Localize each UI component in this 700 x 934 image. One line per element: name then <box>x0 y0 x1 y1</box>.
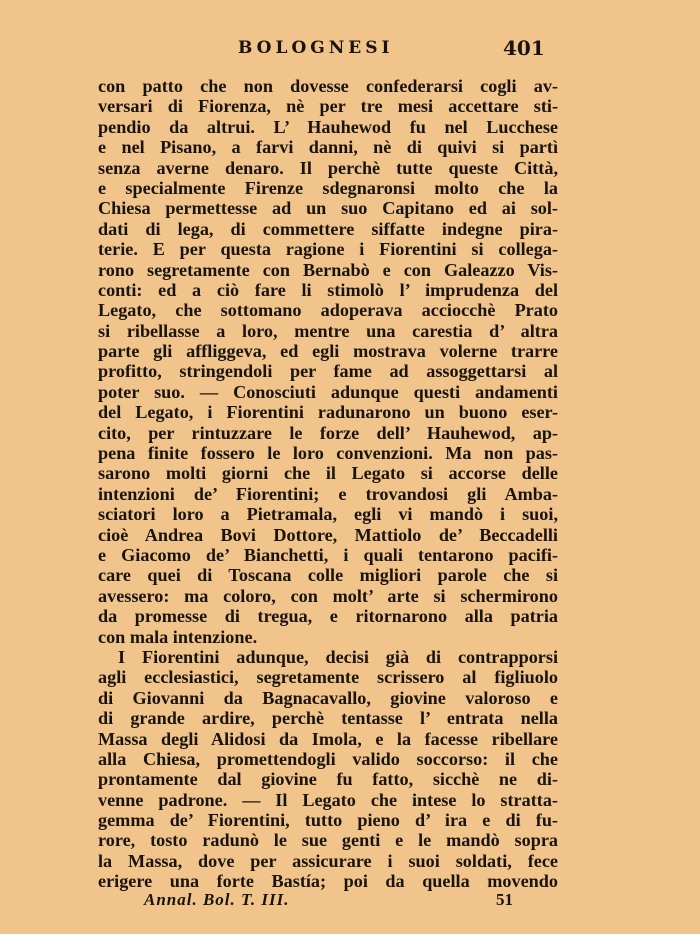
text-line: venne padrone. — Il Legato che intese lo stratta- <box>98 789 558 810</box>
text-line: e specialmente Firenze sdegnaronsi molto che la <box>98 177 558 198</box>
text-line: Massa degli Alidosi da Imola, e la facesse ribellare <box>98 728 558 749</box>
text-line: cito, per rintuzzare le forze dell’ Hauhewod, ap- <box>98 422 558 443</box>
text-line: I Fiorentini adunque, decisi già di contrapporsi <box>118 646 558 667</box>
text-line: e nel Pisano, a farvi danni, nè di quivi si partì <box>98 137 558 158</box>
text-line: prontamente dal giovine fu fatto, sicchè ne di- <box>98 769 558 790</box>
text-line: gemma de’ Fiorentini, tutto pieno d’ ira e di fu- <box>98 810 558 831</box>
text-line: terie. E per questa ragione i Fiorentini si collega- <box>98 239 558 260</box>
text-line: di Giovanni da Bagnacavallo, giovine valoroso e <box>98 687 558 708</box>
page-number: 401 <box>503 36 545 60</box>
text-line: sarono molti giorni che il Legato si accorse delle <box>98 463 558 484</box>
text-line: avessero: ma coloro, con molt’ arte si schermirono <box>98 585 558 606</box>
text-line: rono segretamente con Bernabò e con Galeazzo Vis- <box>98 259 558 280</box>
text-line: dati di lega, di commettere siffatte indegne pira- <box>98 218 558 239</box>
text-line: parte gli affliggeva, ed egli mostrava volerne trarre <box>98 341 558 362</box>
text-line: con mala intenzione. <box>98 626 258 647</box>
text-line: pendio da altrui. L’ Hauhewod fu nel Lucchese <box>98 116 558 137</box>
text-line: con patto che non dovesse confederarsi cogli av- <box>98 76 558 96</box>
text-line: del Legato, i Fiorentini radunarono un buono eser- <box>98 402 558 423</box>
paragraph <box>98 76 558 647</box>
text-line: versari di Fiorenza, nè per tre mesi accettare sti- <box>98 96 558 117</box>
text-line: cioè Andrea Bovi Dottore, Mattiolo de’ Beccadelli <box>98 524 558 545</box>
text-line: di grande ardire, perchè tentasse l’ entrata nella <box>98 708 558 729</box>
gathering-number: 51 <box>496 890 513 909</box>
text-line: senza averne denaro. Il perchè tutte queste Città, <box>98 157 558 178</box>
text-line: si ribellasse a loro, mentre una carestia d’ altra <box>98 320 558 341</box>
text-line: profitto, stringendoli per fame ad assoggettarsi al <box>98 361 558 382</box>
text-line: alla Chiesa, promettendogli valido soccorso: il che <box>98 748 558 769</box>
text-line: intenzioni de’ Fiorentini; e trovandosi gli Amba- <box>98 483 558 504</box>
text-line: sciatori loro a Pietramala, egli vi mandò i suoi, <box>98 504 558 525</box>
paragraph <box>98 647 558 892</box>
signature-mark: Annal. Bol. T. III. <box>144 890 290 909</box>
running-title: BOLOGNESI <box>238 38 394 58</box>
text-line: Chiesa permettesse ad un suo Capitano ed ai sol- <box>98 198 558 219</box>
text-line: care quei di Toscana colle migliori parole che si <box>98 565 558 586</box>
page-footer <box>98 890 558 914</box>
text-line: pena finite fossero le loro convenzioni. Ma non pas- <box>98 443 558 464</box>
text-line: da promesse di tregua, e ritornarono alla patria <box>98 606 558 627</box>
text-line: rore, tosto radunò le sue genti e le mandò sopra <box>98 830 558 851</box>
text-line: erigere una forte Bastía; poi da quella movendo <box>98 871 558 892</box>
page-header <box>98 38 558 64</box>
text-line: e Giacomo de’ Bianchetti, i quali tentarono pacifi- <box>98 544 558 565</box>
body-text <box>98 76 558 892</box>
text-line: poter suo. — Conosciuti adunque questi andamenti <box>98 381 558 402</box>
text-line: agli ecclesiastici, segretamente scrissero al figliuolo <box>98 667 558 688</box>
text-line: la Massa, dove per assicurare i suoi soldati, fece <box>98 850 558 871</box>
text-line: Legato, che sottomano adoperava acciocchè Prato <box>98 300 558 321</box>
text-line: conti: ed a ciò fare li stimolò l’ imprudenza del <box>98 279 558 300</box>
